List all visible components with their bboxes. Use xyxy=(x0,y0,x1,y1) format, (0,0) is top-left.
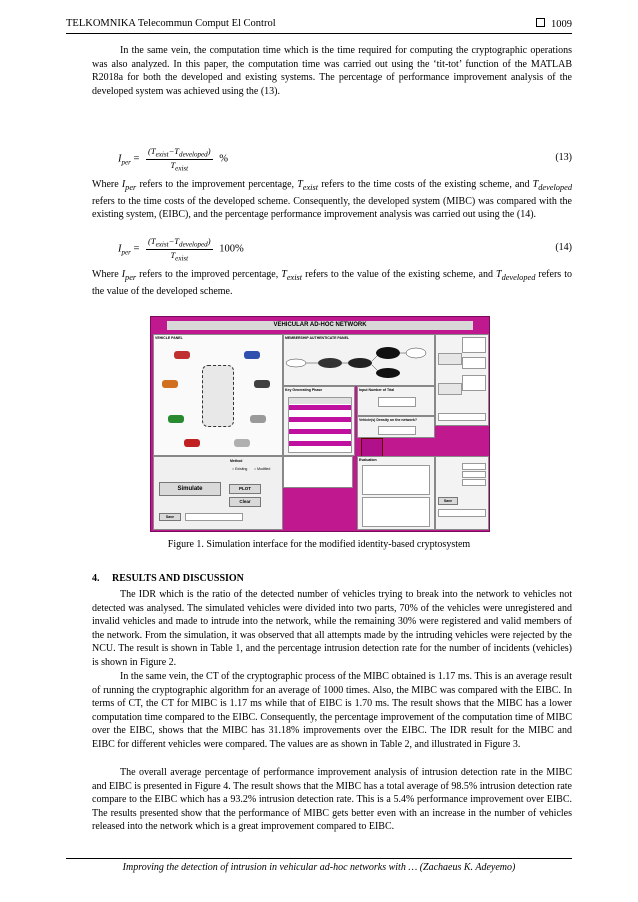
authentication-flow-diagram xyxy=(284,341,434,385)
car-icon xyxy=(254,380,270,388)
footer-rule xyxy=(66,858,572,859)
equation-14: $I_{per}$ = $\frac{(T_{exist}-T_{developed})}{T_{exist}}$ 100% xyxy=(118,236,244,263)
coordinate-table xyxy=(283,456,353,488)
car-icon xyxy=(244,351,260,359)
car-icon xyxy=(162,380,178,388)
results-paragraph-1: The IDR which is the ratio of the detected number of vehicles trying to break into the network to vehicles not detected was analysed. The simulated vehicles were divided into two parts, 70% of the vehicles were unregistered and invalid vehicles and made to intrude into the network, while the remaining 30% were registered and valid members of the network. From the simulation, it was observed that all attempts made by the intruding vehicles were rejected by the NCU. The result is shown in Table 1, and the percentage intrusion detection rate for the number of incidents (vehicles) is shown in Figure 2. xyxy=(92,589,572,668)
right-control-panel xyxy=(435,334,489,426)
parameters-panel xyxy=(435,456,489,530)
car-icon xyxy=(174,351,190,359)
key-generating-panel: Key Generating Phase xyxy=(283,386,355,456)
page-number: 1009 xyxy=(551,19,572,30)
density-panel: Vehicle(s) Density on the network? xyxy=(357,416,435,438)
plot-button[interactable]: PLOT xyxy=(229,484,261,494)
membership-panel: MEMBERSHIP AUTHENTICATE PANEL xyxy=(283,334,435,386)
input-trial-panel: Input Number of Trial xyxy=(357,386,435,416)
vehicle-panel: VEHICLE PANEL xyxy=(153,334,283,456)
base-station-icon xyxy=(202,365,234,427)
simulation-interface-figure xyxy=(150,316,490,532)
paragraph-where-13: Where $I_{per}$ refers to the improvement percentage, $T_{exist}$ refers to the time costs of the existing scheme, and $T_{developed}$ refers to the time costs of the developed scheme. Consequently, the developed system (MIBC) was compared with the existing system, (EIBC), and the percentage performance improvement analysis was carried out using the (14). xyxy=(92,179,572,221)
journal-name: TELKOMNIKA Telecommun Comput El Control xyxy=(66,18,276,29)
equation-13: $I_{per}$ = $\frac{(T_{exist}-T_{developed})}{T_{exist}}$ % xyxy=(118,146,228,173)
figure-caption: Figure 1. Simulation interface for the modified identity-based cryptosystem xyxy=(167,539,471,550)
page-number-block xyxy=(536,18,572,30)
clear-button[interactable]: Clear xyxy=(229,497,261,507)
car-icon xyxy=(234,439,250,447)
density-input[interactable] xyxy=(378,426,416,435)
results-paragraph-2: In the same vein, the CT of the cryptographic process of the MIBC obtained is 1.17 ms. This is an average result of running the cryptographic algorithm for an average of 1000 times. Also, the MIBC was compared with the EIBC. In terms of CT, the CT for MIBC is 1.17 ms while that of EIBC is 1.70 ms. The result shows that the MIBC has a lower computation time compared to the EIBC. Consequently, the percentage improvement of the computation time of MIBC over the EIBC, shows that the MIBC has 31.18% improvements over the EIBC. The IDR result for the MIBC and EIBC for different vehicles were compared. The values are as shown in Table 2, and illustrated in Figure 3. xyxy=(92,671,572,750)
evaluation-panel: Evaluation xyxy=(357,456,435,530)
equation-13-number: (13) xyxy=(555,152,572,163)
car-icon xyxy=(250,415,266,423)
running-footer: Improving the detection of intrusion in vehicular ad-hoc networks with … (Zachaeus K. Adeyemo) xyxy=(122,862,516,873)
car-icon xyxy=(184,439,200,447)
simulate-button[interactable]: Simulate xyxy=(159,482,221,496)
save-button-left[interactable]: Save xyxy=(159,513,181,521)
equation-14-number: (14) xyxy=(555,242,572,253)
method-panel: Method ○ Existing ○ Modified xyxy=(153,456,283,530)
paragraph-computation-time: In the same vein, the computation time which is the time required for computing the cryptographic operations was also analyzed. In this paper, the computation time was carried out using the ‘tit-tot’ function of the MATLAB R2018a for both the developed and existing systems. The percentage of performance improvement analysis of the developed system was achieved using the (13). xyxy=(92,45,572,97)
paragraph-where-14: Where $I_{per}$ refers to the improved percentage, $T_{exist}$ refers to the value of the existing scheme, and $T_{developed}$ refers to the value of the developed scheme. xyxy=(92,269,572,297)
results-paragraph-3: The overall average percentage of performance improvement analysis of intrusion detection rate in the MIBC and EIBC is presented in Figure 4. The result shows that the MIBC has a total average of 98.5% intrusion detection rate compare to the EIBC which has a 93.2% intrusion detection rate. This is a 5.4% performance improvement over EIBC. The results presented show that the performance of MIBC gets better even with an increase in the number of vehicles released into the network which is a great improvement compared to EIBC. xyxy=(92,767,572,833)
checkbox-glyph-icon xyxy=(536,18,545,27)
car-icon xyxy=(168,415,184,423)
section-heading: 4. RESULTS AND DISCUSSION xyxy=(92,573,244,584)
header-rule xyxy=(66,33,572,34)
figure-title: VEHICULAR AD-HOC NETWORK xyxy=(167,321,473,330)
save-path-input[interactable] xyxy=(185,513,243,521)
modified-radio[interactable]: ○ Modified xyxy=(254,467,271,471)
running-header xyxy=(66,18,572,32)
save-button-right[interactable]: Save xyxy=(438,497,458,505)
trial-input[interactable] xyxy=(378,397,416,407)
existing-radio[interactable]: ○ Existing xyxy=(232,467,248,471)
